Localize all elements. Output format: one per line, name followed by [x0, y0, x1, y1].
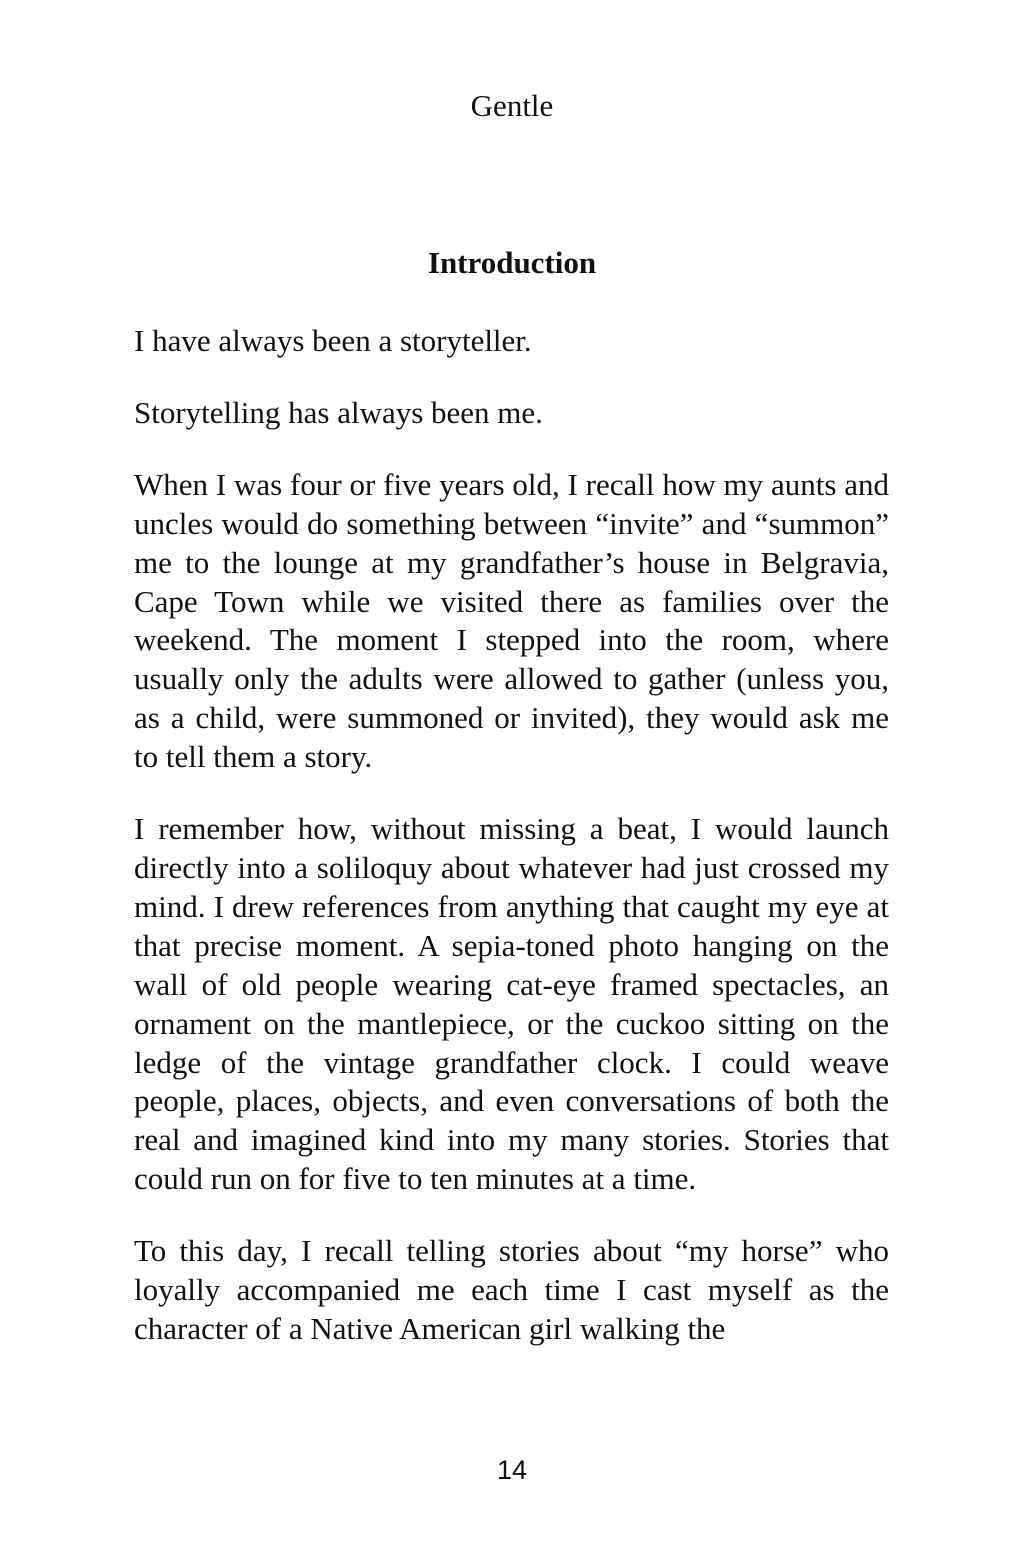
- body-text: [134, 322, 889, 1382]
- chapter-title: Introduction: [427, 245, 597, 280]
- paragraph: To this day, I recall telling stories about “my horse” who loyally accompanied me each time I cast myself as the character of a Native American girl walking the: [134, 1233, 889, 1346]
- paragraph: I have always been a storyteller.: [134, 323, 532, 358]
- paragraph: I remember how, without missing a beat, I would launch directly into a soliloquy about whatever had just crossed my mind. I drew references from anything that caught my eye at that precise moment. A sepia-toned photo hanging on the wall of old people wearing cat-eye framed spectacles, an ornament on the mantlepiece, or the cuckoo sitting on the ledge of the vintage grandfather clock. I could weave people, places, objects, and even conversations of both the real and imagined kind into my many stories. Stories that could run on for five to ten minutes at a time.: [134, 811, 889, 1197]
- paragraph: Storytelling has always been me.: [134, 394, 543, 430]
- running-header: Gentle: [470, 88, 554, 123]
- paragraph: When I was four or five years old, I recall how my aunts and uncles would do something between “invite” and “summon” me to the lounge at my grandfather’s house in Belgravia, Cape Town while we visited there as families over the weekend. The moment I stepped into the room, where usually only the adults were allowed to gather (unless you, as a child, were summoned or invited), they would ask me to tell them a story.: [134, 466, 889, 775]
- page-number: 14: [496, 1455, 528, 1485]
